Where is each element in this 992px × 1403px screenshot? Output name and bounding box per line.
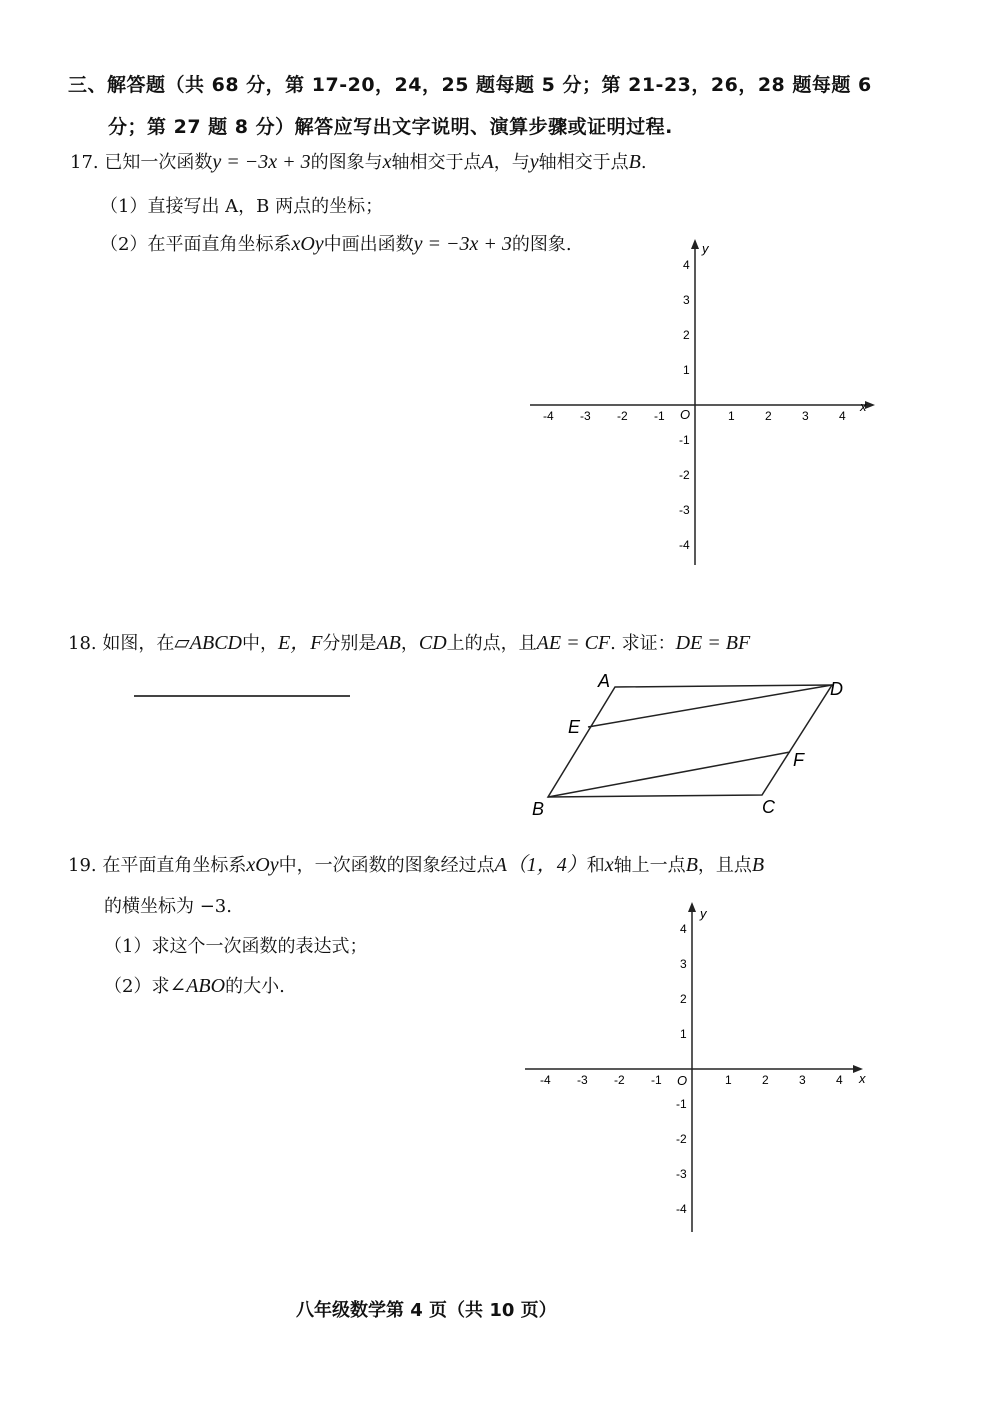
x-axis-label: x: [860, 399, 867, 414]
x-tick-label: 2: [762, 1073, 769, 1087]
y-axis-label: y: [702, 241, 709, 256]
parallelogram-abcd: [548, 685, 832, 797]
q18-CD: CD: [418, 632, 447, 654]
q17-part2: [100, 230, 572, 256]
q17-y: y: [529, 151, 539, 173]
q18-text-d: 上的点，且: [446, 633, 537, 654]
q17-stem-e: 轴相交于点: [538, 152, 629, 173]
q17-formula: y = −3x + 3: [212, 151, 311, 173]
x-tick-label: -1: [654, 409, 665, 423]
x-tick-label: 1: [725, 1073, 732, 1087]
x-tick-label: -2: [614, 1073, 625, 1087]
q18-text-c: 分别是: [322, 633, 377, 654]
section-title-line2: 分；第 27 题 8 分）解答应写出文字说明、演算步骤或证明过程.: [108, 116, 673, 138]
q18-EF: E，F: [277, 632, 323, 654]
q17-stem-c: 轴相交于点: [391, 152, 482, 173]
x-tick-label: 2: [765, 409, 772, 423]
label-d: D: [830, 679, 843, 699]
origin-label: O: [680, 407, 691, 422]
q17-stem-a: 已知一次函数: [104, 152, 213, 173]
q19-point-a: A（1，4）: [494, 854, 587, 876]
q19-part1: （1）求这个一次函数的表达式；: [104, 936, 368, 957]
y-tick-label: 4: [680, 922, 687, 936]
q19-line1-d: 轴上一点: [613, 855, 686, 876]
y-tick-label: 1: [683, 363, 690, 377]
q17-B: B: [628, 151, 641, 173]
y-tick-label: -1: [679, 433, 690, 447]
x-axis-label: x: [859, 1071, 866, 1086]
q19-number: 19.: [68, 855, 97, 876]
q17-x: x: [382, 151, 392, 173]
x-tick-label: -4: [540, 1073, 551, 1087]
q17-stem-b: 的图象与: [310, 152, 383, 173]
section-title-line1: 三、解答题（共 68 分，第 17-20，24，25 题每题 5 分；第 21-23，26，28 题每题 6: [68, 74, 872, 96]
q18-comma: ，: [400, 633, 419, 654]
x-tick-label: 4: [836, 1073, 843, 1087]
x-axis-arrow: [865, 401, 875, 409]
y-tick-label: 1: [680, 1027, 687, 1041]
q19-part2-b: 的大小.: [225, 976, 285, 997]
q17-part2-a: （2）在平面直角坐标系: [100, 234, 292, 255]
page-footer: 八年级数学第 4 页（共 10 页）: [296, 1300, 557, 1321]
q19-part2-a: （2）求: [104, 976, 170, 997]
y-tick-label: -3: [676, 1167, 687, 1181]
q18-text-a: 如图，在: [102, 633, 175, 654]
x-tick-label: -4: [543, 409, 554, 423]
x-tick-label: -3: [580, 409, 591, 423]
label-f: F: [793, 750, 804, 770]
y-tick-label: 4: [683, 258, 690, 272]
q17-stem-d: ，与: [493, 152, 530, 173]
q19-part2: [104, 972, 285, 998]
q17-part1: （1）直接写出 A，B 两点的坐标；: [100, 196, 384, 217]
y-tick-label: 2: [683, 328, 690, 342]
q19-stem-line2: 的横坐标为 −3.: [104, 896, 232, 917]
answer-blank-line: [134, 695, 350, 697]
q18-AB: AB: [376, 632, 401, 654]
x-tick-label: -3: [577, 1073, 588, 1087]
y-axis-arrow: [691, 239, 699, 249]
label-b: B: [532, 799, 545, 819]
x-tick-label: 3: [799, 1073, 806, 1087]
y-tick-label: -4: [676, 1202, 687, 1216]
x-tick-label: 4: [839, 409, 846, 423]
q17-part2-c: 的图象.: [511, 234, 572, 255]
q17-A: A: [481, 151, 494, 173]
q18-parallelogram-figure: [520, 665, 870, 825]
q17-stem: [70, 148, 647, 174]
label-c: C: [762, 797, 775, 817]
x-tick-label: -2: [617, 409, 628, 423]
y-tick-label: 3: [680, 957, 687, 971]
origin-label: O: [677, 1073, 688, 1088]
q19-angle: ∠ABO: [169, 975, 226, 997]
segment-bf: [548, 752, 790, 797]
q19-B2: B: [751, 854, 765, 876]
q17-part2-b: 中画出函数: [323, 234, 414, 255]
x-tick-label: 1: [728, 409, 735, 423]
q19-xoy: xOy: [246, 854, 279, 876]
y-tick-label: -2: [679, 468, 690, 482]
label-e: E: [568, 717, 581, 737]
y-axis-arrow: [688, 902, 696, 912]
q19-line1-c: 和: [586, 855, 605, 876]
y-tick-label: -1: [676, 1097, 687, 1111]
y-tick-label: -4: [679, 538, 690, 552]
q19-line1-b: 中，一次函数的图象经过点: [278, 855, 495, 876]
q18-parallelogram: ▱ABCD: [174, 632, 242, 654]
q17-part2-xoy: xOy: [291, 233, 324, 255]
q18-goal: DE = BF: [675, 632, 751, 654]
y-axis-label: y: [700, 906, 707, 921]
y-tick-label: 3: [683, 293, 690, 307]
x-tick-label: -1: [651, 1073, 662, 1087]
q19-stem-line1: [68, 848, 764, 877]
q18-text-b: 中，: [241, 633, 278, 654]
y-tick-label: -2: [676, 1132, 687, 1146]
y-tick-label: -3: [679, 503, 690, 517]
q19-line1-e: ，且点: [697, 855, 752, 876]
q18-text-e: . 求证：: [610, 633, 676, 654]
segment-de: [588, 685, 832, 727]
q17-number: 17.: [70, 152, 99, 173]
q19-coordinate-grid: [515, 900, 875, 1240]
q17-stem-f: .: [640, 152, 647, 173]
q18-stem: [68, 626, 750, 655]
q18-number: 18.: [68, 633, 97, 654]
label-a: A: [598, 671, 611, 691]
q19-line1-a: 在平面直角坐标系: [102, 855, 247, 876]
y-tick-label: 2: [680, 992, 687, 1006]
q19-x: x: [604, 854, 614, 876]
q17-part2-formula: y = −3x + 3: [413, 233, 512, 255]
q17-coordinate-grid: [520, 235, 880, 570]
q18-condition: AE = CF: [536, 632, 611, 654]
x-tick-label: 3: [802, 409, 809, 423]
q19-B: B: [685, 854, 698, 876]
